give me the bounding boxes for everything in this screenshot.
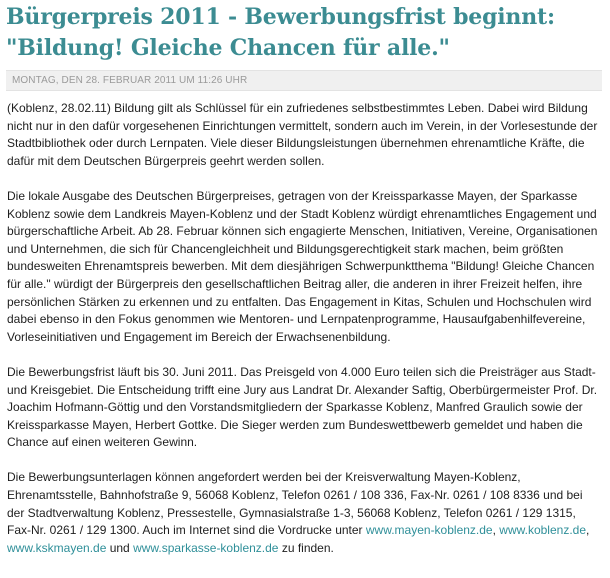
link-mayen-koblenz[interactable]: www.mayen-koblenz.de xyxy=(365,523,493,538)
link-sparkasse-koblenz[interactable]: www.sparkasse-koblenz.de xyxy=(133,540,279,555)
separator: und xyxy=(106,540,134,555)
paragraph-deadline: Die Bewerbungsfrist läuft bis 30. Juni 2011. Das Preisgeld von 4.000 Euro teilen sich die Preisträger aus Stadt- und Kreisgebiet. Die Entscheidung trifft eine Jury aus Landrat Dr. Alexander Saftig, Oberbürgermeister Prof. Dr. Joachim Hofmann-Göttig und den Vorstandsmitgliedern der Sparkasse Koblenz, Manfred Graulich sowie der Kreissparkasse Mayen, Herbert Gottke. Die Sieger werden zum Bundeswettbewerb gemeldet und haben die Chance auf einen weiteren Gewinn. xyxy=(7,364,598,450)
contact-text: Die Bewerbungsunterlagen können angefordert werden bei der Kreisverwaltung Mayen-Koblenz, Ehrenamtsstelle, Bahnhofstraße 9, 56068 Koblenz, Telefon 0261 / 108 336, Fax-Nr. 0261 / 108 8336 und bei der Stadtverwaltung Koblenz, Pressestelle, Gymnasialstraße 1-3, 56068 Koblenz, Telefon 0261 / 129 1315, Fax-Nr. 0261 / 129 1300. Auch im Internet sind die Vordrucke unter xyxy=(7,470,583,538)
separator: , xyxy=(492,523,500,538)
contact-ending: zu finden. xyxy=(278,540,334,555)
paragraph-contact xyxy=(7,469,602,557)
article xyxy=(6,2,602,575)
paragraph-description: Die lokale Ausgabe des Deutschen Bürgerpreises, getragen von der Kreissparkasse Mayen, der Sparkasse Koblenz sowie dem Landkreis Mayen-Koblenz und der Stadt Koblenz würdigt ehrenamtliches Engagement und bürgerschaftliche Arbeit. Ab 28. Februar können sich engagierte Menschen, Initiativen, Vereine, Organisationen und Unternehmen, die sich für Chancengleichheit und Bildungsgerechtigkeit stark machen, beim größten bundesweiten Ehrenamtspreis bewerben. Mit dem diesjährigen Schwerpunktthema "Bildung! Gleiche Chancen für alle." würdigt der Bürgerpreis den gesellschaftlichen Beitrag aller, die anderen in ihrer Freizeit helfen, ihre persönlichen Stärken zu erkennen und zu entfalten. Das Engagement in Kitas, Schulen und Hochschulen wird dabei ebenso in den Fokus genommen wie Mentoren- und Lernpatenprogramme, Hausaufgabenhilfevereine, Vorleseinitiativen und Engagement im Bereich der Erwachsenenbildung. xyxy=(7,188,598,344)
article-body xyxy=(6,100,602,557)
link-koblenz[interactable]: www.koblenz.de xyxy=(499,523,586,538)
article-title: Bürgerpreis 2011 - Bewerbungsfrist beginnt: "Bildung! Gleiche Chancen für alle." xyxy=(6,4,555,61)
link-kskmayen[interactable]: www.kskmayen.de xyxy=(7,540,107,555)
separator: , xyxy=(586,523,590,538)
article-date: MONTAG, DEN 28. FEBRUAR 2011 UM 11:26 UHR xyxy=(6,70,602,91)
paragraph-intro: (Koblenz, 28.02.11) Bildung gilt als Schlüssel für ein zufriedenes selbstbestimmtes Leben. Dabei wird Bildung nicht nur in den dafür vorgesehenen Einrichtungen vermittelt, sondern auch im Verein, in der Vorlesestunde der Stadtbibliothek oder durch Lernpaten. Viele dieser Bildungsleistungen übernehmen ehrenamtliche Kräfte, die dafür mit dem Deutschen Bürgerpreis geehrt werden sollen. xyxy=(7,101,598,168)
